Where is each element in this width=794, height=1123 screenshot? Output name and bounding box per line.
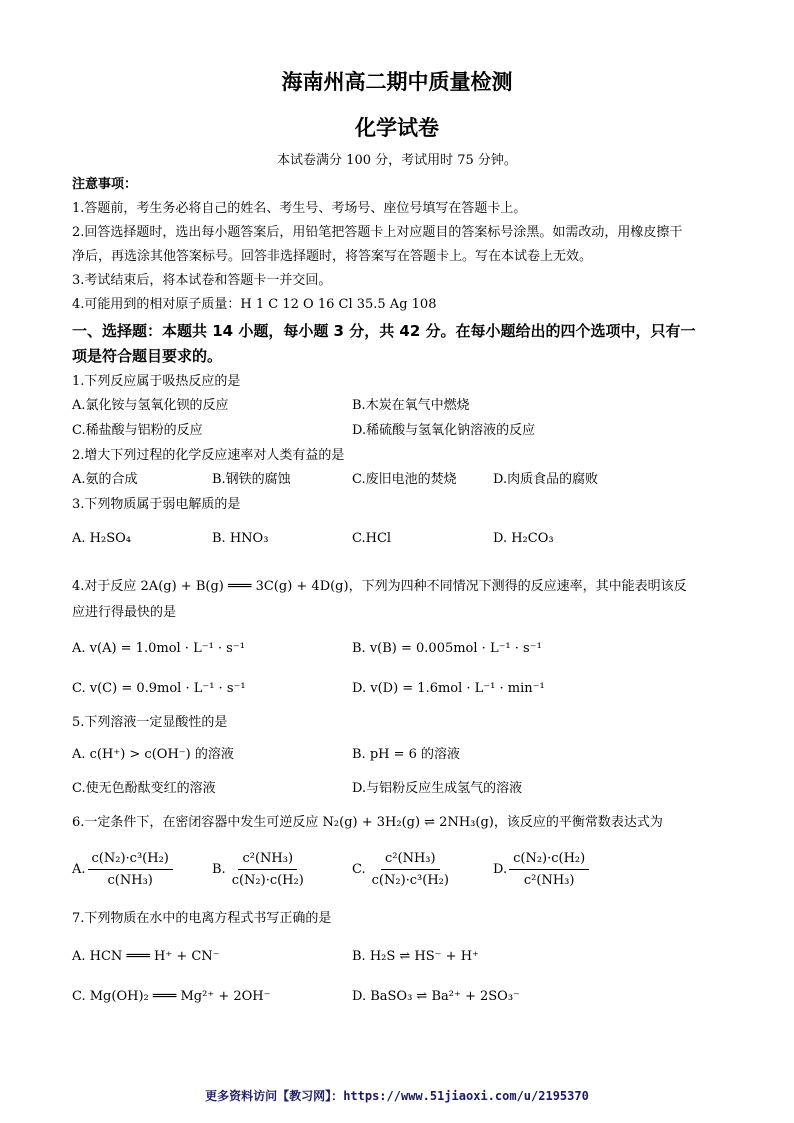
option-label: A. xyxy=(72,862,86,877)
notice-item: 2.回答选择题时，选出每小题答案后，用铅笔把答题卡上对应题目的答案标号涂黑。如需改动，用橡皮擦干 xyxy=(72,225,683,240)
fraction-denominator: c(NH₃) xyxy=(107,873,153,888)
question-7-option-d: D. BaSO₃ ⇌ Ba²⁺ + 2SO₃⁻ xyxy=(352,989,520,1004)
question-4-option-a: A. v(A) = 1.0mol · L⁻¹ · s⁻¹ xyxy=(72,641,245,656)
question-6-option-c xyxy=(352,850,453,889)
exam-subtitle: 化学试卷 xyxy=(355,116,439,140)
question-6-stem: 6.一定条件下，在密闭容器中发生可逆反应 N₂(g) + 3H₂(g) ⇌ 2NH₃(g)，该反应的平衡常数表达式为 xyxy=(72,815,663,830)
question-4-option-b: B. v(B) = 0.005mol · L⁻¹ · s⁻¹ xyxy=(352,641,542,656)
fraction-denominator: c(N₂)·c(H₂) xyxy=(231,873,304,888)
option-label: D. xyxy=(493,862,508,877)
question-2-option-d: D.肉质食品的腐败 xyxy=(493,472,599,487)
question-3-option-c: C.HCl xyxy=(352,531,392,546)
question-6-option-d xyxy=(493,850,589,889)
question-3-option-d: D. H₂CO₃ xyxy=(493,531,554,546)
section-heading-line1: 一、选择题：本题共 14 小题，每小题 3 分，共 42 分。在每小题给出的四个选项中，只有一 xyxy=(72,322,696,340)
fraction xyxy=(368,850,453,889)
question-4-stem: 4.对于反应 2A(g) + B(g) ═══ 3C(g) + 4D(g)，下列为四种不同情况下测得的反应速率，其中能表明该反 xyxy=(72,579,687,594)
section-heading-line2: 项是符合题目要求的。 xyxy=(72,347,223,365)
option-label: C. xyxy=(352,862,366,877)
fraction xyxy=(509,850,589,889)
question-7-option-c: C. Mg(OH)₂ ═══ Mg²⁺ + 2OH⁻ xyxy=(72,989,271,1004)
exam-info: 本试卷满分 100 分，考试用时 75 分钟。 xyxy=(277,153,517,168)
question-2-stem: 2.增大下列过程的化学反应速率对人类有益的是 xyxy=(72,448,345,463)
fraction xyxy=(228,850,308,889)
fraction-numerator: c(N₂)·c(H₂) xyxy=(509,850,589,870)
fraction xyxy=(88,850,173,889)
question-1-option-b: B.木炭在氧气中燃烧 xyxy=(352,398,470,413)
question-5-stem: 5.下列溶液一定显酸性的是 xyxy=(72,715,228,730)
question-7-stem: 7.下列物质在水中的电离方程式书写正确的是 xyxy=(72,911,332,926)
question-7-option-a: A. HCN ═══ H⁺ + CN⁻ xyxy=(72,949,220,964)
option-label: B. xyxy=(212,862,226,877)
fraction-numerator: c(N₂)·c³(H₂) xyxy=(88,850,173,870)
fraction-numerator: c²(NH₃) xyxy=(381,850,440,870)
question-5-option-c: C.使无色酚酞变红的溶液 xyxy=(72,781,216,796)
notice-item: 净后，再选涂其他答案标号。回答非选择题时，将答案写在答题卡上。写在本试卷上无效。 xyxy=(72,249,593,264)
exam-title: 海南州高二期中质量检测 xyxy=(281,70,513,94)
footer-banner xyxy=(0,1087,794,1104)
question-4-stem-cont: 应进行得最快的是 xyxy=(72,605,177,620)
fraction-denominator: c(N₂)·c³(H₂) xyxy=(371,873,449,888)
notice-item: 1.答题前，考生务必将自己的姓名、考生号、考场号、座位号填写在答题卡上。 xyxy=(72,201,527,216)
question-6-option-b xyxy=(212,850,308,889)
question-1-stem: 1.下列反应属于吸热反应的是 xyxy=(72,374,241,389)
question-5-option-a: A. c(H⁺) > c(OH⁻) 的溶液 xyxy=(72,747,234,762)
question-2-option-a: A.氨的合成 xyxy=(72,472,138,487)
notice-heading: 注意事项： xyxy=(72,177,138,192)
question-6-option-a xyxy=(72,850,173,889)
question-3-option-b: B. HNO₃ xyxy=(212,531,269,546)
question-3-option-a: A. H₂SO₄ xyxy=(72,531,131,546)
question-2-option-b: B.钢铁的腐蚀 xyxy=(212,472,291,487)
question-3-stem: 3.下列物质属于弱电解质的是 xyxy=(72,497,241,512)
question-5-option-b: B. pH = 6 的溶液 xyxy=(352,747,461,762)
notice-item: 4.可能用到的相对原子质量：H 1 C 12 O 16 Cl 35.5 Ag 108 xyxy=(72,297,437,312)
footer-text: 更多资料访问【教习网】： xyxy=(205,1089,344,1103)
question-1-option-a: A.氯化铵与氢氧化钡的反应 xyxy=(72,398,229,413)
question-5-option-d: D.与铝粉反应生成氢气的溶液 xyxy=(352,781,523,796)
question-1-option-c: C.稀盐酸与铝粉的反应 xyxy=(72,423,203,438)
fraction-numerator: c²(NH₃) xyxy=(238,850,297,870)
question-2-option-c: C.废旧电池的焚烧 xyxy=(352,472,457,487)
notice-item: 3.考试结束后，将本试卷和答题卡一并交回。 xyxy=(72,273,332,288)
footer-link[interactable]: https://www.51jiaoxi.com/u/2195370 xyxy=(343,1089,589,1103)
question-4-option-c: C. v(C) = 0.9mol · L⁻¹ · s⁻¹ xyxy=(72,681,246,696)
fraction-denominator: c²(NH₃) xyxy=(523,873,575,888)
question-7-option-b: B. H₂S ⇌ HS⁻ + H⁺ xyxy=(352,949,479,964)
question-4-option-d: D. v(D) = 1.6mol · L⁻¹ · min⁻¹ xyxy=(352,681,545,696)
question-1-option-d: D.稀硫酸与氢氧化钠溶液的反应 xyxy=(352,423,536,438)
